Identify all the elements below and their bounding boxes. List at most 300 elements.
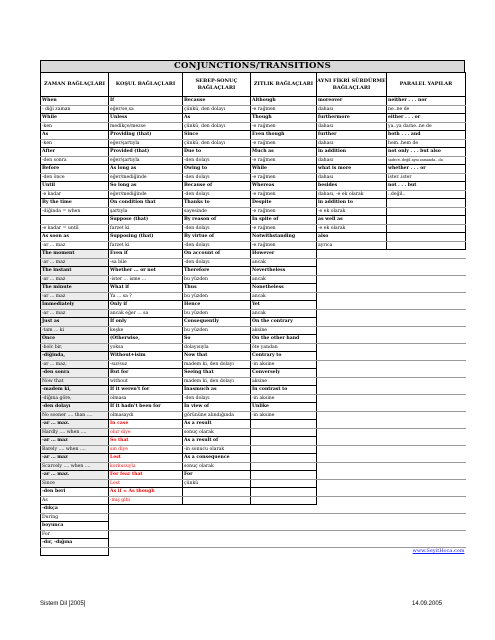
table-cell: ancak xyxy=(251,309,317,318)
table-cell xyxy=(387,437,466,446)
table-cell: -den sonra xyxy=(41,369,109,378)
table-cell: -ar ... maz xyxy=(41,275,109,284)
table-row xyxy=(41,539,466,548)
table-cell xyxy=(387,496,466,505)
table-cell xyxy=(109,547,183,556)
table-cell xyxy=(387,462,466,471)
table-row xyxy=(41,224,466,233)
table-cell: dahası, -e ek olarak xyxy=(317,190,387,199)
table-row xyxy=(41,428,466,437)
table-cell: -den dolayı xyxy=(41,403,109,412)
table-cell: -den beri xyxy=(41,488,109,497)
table-cell: -diğına göre, xyxy=(41,394,109,403)
table-row xyxy=(41,471,466,480)
table-cell: -sız/suz xyxy=(109,360,183,369)
table-cell: Therefore xyxy=(183,267,251,276)
table-cell xyxy=(183,488,251,497)
table-cell xyxy=(387,301,466,310)
table-cell xyxy=(317,522,387,531)
table-row xyxy=(41,156,466,165)
table-cell: Suppose (that) xyxy=(109,216,183,225)
table-cell: After xyxy=(41,148,109,157)
table-row xyxy=(41,199,466,208)
table-row xyxy=(41,182,466,191)
table-cell: sonuç olarak xyxy=(183,462,251,471)
table-cell xyxy=(251,454,317,463)
table-cell xyxy=(317,309,387,318)
table-row xyxy=(41,360,466,369)
table-cell: -den dolayı xyxy=(183,190,251,199)
table-cell: dahası xyxy=(317,156,387,165)
table-cell: whether . . . or xyxy=(387,165,466,174)
table-cell xyxy=(317,547,387,556)
table-cell xyxy=(317,513,387,522)
table-cell: Inasmuch as xyxy=(183,386,251,395)
table-cell: Hence xyxy=(183,301,251,310)
table-row xyxy=(41,335,466,344)
table-cell: -e rağmen xyxy=(251,173,317,182)
table-cell: While xyxy=(251,165,317,174)
table-cell xyxy=(317,530,387,539)
table-cell xyxy=(317,352,387,361)
table-row xyxy=(41,309,466,318)
table-cell: Nevertheless xyxy=(251,267,317,276)
table-row xyxy=(41,386,466,395)
conjunctions-table xyxy=(40,72,466,556)
table-cell: -ar ... maz. xyxy=(41,471,109,480)
table-cell: -ar ... maz xyxy=(41,309,109,318)
table-cell: On the other hand xyxy=(251,335,317,344)
table-cell xyxy=(317,462,387,471)
table-row xyxy=(41,352,466,361)
table-cell: -ar ... maz xyxy=(41,454,109,463)
table-cell: -sa bile xyxy=(109,258,183,267)
table-row xyxy=(41,275,466,284)
table-cell xyxy=(317,284,387,293)
table-cell xyxy=(387,403,466,412)
table-cell: -den dolayı xyxy=(183,173,251,182)
table-row xyxy=(41,131,466,140)
table-cell: -in aksine xyxy=(251,394,317,403)
table-cell: -bolc bir, xyxy=(41,343,109,352)
table-row xyxy=(41,301,466,310)
table-cell: -ar ... maz xyxy=(41,437,109,446)
table-cell: If only xyxy=(109,318,183,327)
table-cell xyxy=(387,284,466,293)
table-cell: sın diye xyxy=(109,445,183,454)
table-cell xyxy=(317,403,387,412)
table-cell: dahası xyxy=(317,122,387,131)
table-cell: If it weren't for xyxy=(109,386,183,395)
table-cell xyxy=(251,505,317,514)
table-cell: Owing to xyxy=(183,165,251,174)
table-cell: In spite of xyxy=(251,216,317,225)
table-row xyxy=(41,165,466,174)
table-cell xyxy=(109,505,183,514)
table-cell xyxy=(317,394,387,403)
table-cell: As soon as xyxy=(41,233,109,242)
table-cell xyxy=(251,437,317,446)
table-cell: öte yandan xyxy=(251,343,317,352)
table-cell xyxy=(387,267,466,276)
table-cell: -diğinda, xyxy=(41,352,109,361)
table-cell: Since xyxy=(41,479,109,488)
table-cell: -den sonra xyxy=(41,156,109,165)
table-row xyxy=(41,513,466,522)
table-cell: -ar ... maz xyxy=(41,258,109,267)
table-cell xyxy=(317,505,387,514)
table-cell xyxy=(183,530,251,539)
table-cell: -den dolayı xyxy=(183,258,251,267)
table-cell: -e rağmen xyxy=(251,156,317,165)
table-cell xyxy=(387,479,466,488)
table-cell: As a result xyxy=(183,420,251,429)
table-cell: -ken xyxy=(41,122,109,131)
table-cell: -den dolayı xyxy=(183,394,251,403)
table-cell: ancak xyxy=(251,292,317,301)
table-cell: Even if xyxy=(109,250,183,259)
table-row xyxy=(41,454,466,463)
table-cell: But for xyxy=(109,369,183,378)
table-row xyxy=(41,437,466,446)
table-cell xyxy=(317,428,387,437)
table-cell: hem..hem de xyxy=(387,139,466,148)
table-cell: So that xyxy=(109,437,183,446)
table-cell xyxy=(387,454,466,463)
header-cell: SEBEP-SONUÇ BAĞLAÇLARI xyxy=(183,73,251,97)
table-cell xyxy=(387,539,466,548)
table-cell xyxy=(251,445,317,454)
table-cell xyxy=(251,496,317,505)
table-cell: No sooner .... than .... xyxy=(41,411,109,420)
table-cell: -in aksine xyxy=(251,360,317,369)
table-cell xyxy=(317,496,387,505)
table-cell: -den dolayı xyxy=(183,224,251,233)
table-cell xyxy=(387,199,466,208)
table-cell: -in sonucu olarak xyxy=(183,445,251,454)
table-body xyxy=(41,97,466,556)
table-row xyxy=(41,122,466,131)
table-row xyxy=(41,462,466,471)
table-row xyxy=(41,505,466,514)
table-cell: While xyxy=(41,114,109,123)
table-cell xyxy=(183,522,251,531)
table-cell: As xyxy=(183,114,251,123)
table-cell: aksine xyxy=(251,326,317,335)
table-cell: sayesinde xyxy=(183,207,251,216)
table-cell: bu yüzden xyxy=(183,292,251,301)
website-link[interactable]: www.SeyitHoca.com xyxy=(387,547,466,556)
table-cell: Now that xyxy=(183,352,251,361)
table-cell xyxy=(387,522,466,531)
table-cell: keşke xyxy=(109,326,183,335)
table-cell xyxy=(317,471,387,480)
table-cell: -e rağmen xyxy=(251,105,317,114)
table-cell xyxy=(387,318,466,327)
table-cell: Barely .... when .... xyxy=(41,445,109,454)
table-cell xyxy=(183,539,251,548)
table-row xyxy=(41,148,466,157)
table-cell: -e rağmen xyxy=(251,224,317,233)
table-cell xyxy=(387,326,466,335)
table-cell xyxy=(251,471,317,480)
table-cell: Nonetheless xyxy=(251,284,317,293)
table-cell: - diği zaman xyxy=(41,105,109,114)
table-cell xyxy=(387,233,466,242)
table-cell: Hardly .... when .... xyxy=(41,428,109,437)
table-cell: Because xyxy=(183,97,251,106)
table-cell: ..değil.. xyxy=(387,190,466,199)
table-cell: -ister ... isme ... xyxy=(109,275,183,284)
table-row xyxy=(41,377,466,386)
table-cell xyxy=(387,369,466,378)
table-cell: ayrıca xyxy=(317,241,387,250)
table-cell: ister..ister xyxy=(387,173,466,182)
table-row xyxy=(41,267,466,276)
table-row xyxy=(41,216,466,225)
table-cell xyxy=(109,539,183,548)
table-cell: -e ek olarak xyxy=(317,224,387,233)
table-row xyxy=(41,292,466,301)
table-cell: So xyxy=(183,335,251,344)
table-cell: -madem ki, xyxy=(41,386,109,395)
table-cell xyxy=(317,301,387,310)
table-cell xyxy=(317,258,387,267)
table-cell: Scarcely .... when .... xyxy=(41,462,109,471)
table-cell: both . . . and xyxy=(387,131,466,140)
footer-right: 14.09.2005 xyxy=(412,601,443,607)
table-cell xyxy=(41,547,109,556)
table-cell: eğer/mediğinde xyxy=(109,190,183,199)
table-cell: -e rağmen xyxy=(251,139,317,148)
table-cell: -dır, -dığına xyxy=(41,539,109,548)
table-row xyxy=(41,420,466,429)
table-cell xyxy=(387,250,466,259)
table-cell xyxy=(317,411,387,420)
table-cell: However xyxy=(251,250,317,259)
table-cell: dahası xyxy=(317,105,387,114)
table-cell xyxy=(317,275,387,284)
table-cell: moreover xyxy=(317,97,387,106)
table-cell xyxy=(251,479,317,488)
table-row xyxy=(41,114,466,123)
table-cell: In case xyxy=(109,420,183,429)
table-row xyxy=(41,479,466,488)
table-cell xyxy=(387,386,466,395)
table-row xyxy=(41,250,466,259)
table-cell: What if xyxy=(109,284,183,293)
table-cell: -tam ... ki xyxy=(41,326,109,335)
table-cell: olur diye xyxy=(109,428,183,437)
table-cell xyxy=(317,343,387,352)
table-cell: eğer/şartıyla xyxy=(109,139,183,148)
table-cell: In contrast to xyxy=(251,386,317,395)
table-cell: On condition that xyxy=(109,199,183,208)
table-cell: Since xyxy=(183,131,251,140)
table-cell: not only . . . but also xyxy=(387,148,466,157)
table-cell: -e rağmen xyxy=(251,190,317,199)
table-cell: madem ki, den dolayı xyxy=(183,377,251,386)
table-cell xyxy=(183,513,251,522)
table-cell xyxy=(317,292,387,301)
table-cell: çünkü, den dolayı xyxy=(183,122,251,131)
table-cell xyxy=(317,539,387,548)
table-cell xyxy=(387,360,466,369)
table-cell xyxy=(109,513,183,522)
table-row xyxy=(41,547,466,556)
table-cell: -e rağmen xyxy=(251,241,317,250)
table-row xyxy=(41,326,466,335)
table-cell: If xyxy=(109,97,183,106)
table-cell: ne..ne de xyxy=(387,105,466,114)
table-cell: çünkü, den dolayı xyxy=(183,105,251,114)
table-cell xyxy=(387,207,466,216)
table-cell: -den dolayı xyxy=(183,156,251,165)
table-cell: çünkü xyxy=(183,479,251,488)
table-cell: -den önce xyxy=(41,173,109,182)
table-cell: ya..ya da/ne..ne de xyxy=(387,122,466,131)
table-cell: For xyxy=(183,471,251,480)
table-cell: Thanks to xyxy=(183,199,251,208)
table-row xyxy=(41,369,466,378)
table-cell: without xyxy=(109,377,183,386)
table-cell xyxy=(387,224,466,233)
table-cell: neither . . . nor xyxy=(387,97,466,106)
table-cell xyxy=(317,437,387,446)
table-cell: eğer/se,sa xyxy=(109,105,183,114)
table-cell: As a result of xyxy=(183,437,251,446)
table-cell: Once xyxy=(41,335,109,344)
table-cell: Lest xyxy=(109,454,183,463)
table-row xyxy=(41,445,466,454)
table-cell xyxy=(251,522,317,531)
table-cell: çünkü, den dolayı xyxy=(183,139,251,148)
table-cell xyxy=(317,386,387,395)
table-cell xyxy=(387,471,466,480)
table-cell xyxy=(183,547,251,556)
table-cell xyxy=(251,488,317,497)
table-cell xyxy=(387,530,466,539)
table-cell xyxy=(387,488,466,497)
table-cell: ancak xyxy=(251,275,317,284)
table-cell xyxy=(387,445,466,454)
table-row xyxy=(41,105,466,114)
table-cell: dahası xyxy=(317,139,387,148)
table-cell xyxy=(251,420,317,429)
table-cell: -dıkça xyxy=(41,505,109,514)
table-cell: Lest xyxy=(109,479,183,488)
table-cell: bu yüzden xyxy=(183,275,251,284)
table-cell: what is more xyxy=(317,165,387,174)
table-cell: Though xyxy=(251,114,317,123)
table-cell xyxy=(317,318,387,327)
table-cell: As a consequence xyxy=(183,454,251,463)
table-cell: -e rağmen xyxy=(251,207,317,216)
table-cell: Conversely xyxy=(251,369,317,378)
table-cell: -ar ... maz, xyxy=(41,360,109,369)
table-cell: farzet ki xyxy=(109,241,183,250)
table-cell: Even though xyxy=(251,131,317,140)
table-cell: Providing (that) xyxy=(109,131,183,140)
table-cell xyxy=(317,326,387,335)
table-cell xyxy=(251,428,317,437)
table-cell: In view of xyxy=(183,403,251,412)
table-cell: By the time xyxy=(41,199,109,208)
table-cell: By reason of xyxy=(183,216,251,225)
table-cell: If it hadn't been for xyxy=(109,403,183,412)
table-cell: in addition to xyxy=(317,199,387,208)
table-cell xyxy=(317,250,387,259)
table-cell: Much as xyxy=(251,148,317,157)
table-cell: Contrary to xyxy=(251,352,317,361)
table-cell xyxy=(387,216,466,225)
table-cell xyxy=(317,479,387,488)
table-row xyxy=(41,233,466,242)
table-cell: bu yüzden xyxy=(183,309,251,318)
table-cell xyxy=(387,377,466,386)
table-cell: The moment xyxy=(41,250,109,259)
table-cell xyxy=(387,411,466,420)
table-cell xyxy=(387,352,466,361)
table-cell: olmasa xyxy=(109,394,183,403)
table-cell xyxy=(317,420,387,429)
table-cell: Only if xyxy=(109,301,183,310)
table-cell xyxy=(317,445,387,454)
table-cell: dolayısıyla xyxy=(183,343,251,352)
table-row xyxy=(41,411,466,420)
table-cell: -diğinda = when xyxy=(41,207,109,216)
table-cell: As if = As though xyxy=(109,488,183,497)
table-cell: Notwithstanding xyxy=(251,233,317,242)
table-cell xyxy=(387,394,466,403)
table-cell: eğer/mediğinde xyxy=(109,173,183,182)
table-row xyxy=(41,207,466,216)
table-cell: So long as xyxy=(109,182,183,191)
header-cell: ZITLIK BAĞLAÇLARI xyxy=(251,73,317,97)
table-cell xyxy=(109,530,183,539)
table-cell: (Otherwise, xyxy=(109,335,183,344)
table-cell xyxy=(251,530,317,539)
table-row xyxy=(41,522,466,531)
header-cell: KOŞUL BAĞLAÇLARI xyxy=(109,73,183,97)
table-cell xyxy=(387,309,466,318)
table-cell: Seeing that xyxy=(183,369,251,378)
table-cell: As long as xyxy=(109,165,183,174)
table-cell xyxy=(317,267,387,276)
table-cell xyxy=(183,496,251,505)
table-cell: -den dolayı xyxy=(183,241,251,250)
table-cell: dahası xyxy=(317,173,387,182)
table-cell: not . . . but xyxy=(387,182,466,191)
table-cell xyxy=(387,241,466,250)
table-row xyxy=(41,403,466,412)
table-cell xyxy=(317,488,387,497)
table-cell: eğer/şartıyla xyxy=(109,156,183,165)
table-cell: bu yüzden xyxy=(183,326,251,335)
table-cell: korkusuyla xyxy=(109,462,183,471)
table-cell: further xyxy=(317,131,387,140)
table-cell: Now that xyxy=(41,377,109,386)
table-cell xyxy=(317,377,387,386)
table-cell xyxy=(387,513,466,522)
table-cell: Whether ... or not xyxy=(109,267,183,276)
table-cell: Until xyxy=(41,182,109,191)
table-cell: Despite xyxy=(251,199,317,208)
table-cell: ancak eğer ... sa xyxy=(109,309,183,318)
table-cell: Whereas xyxy=(251,182,317,191)
table-cell: As xyxy=(41,131,109,140)
table-cell: also xyxy=(317,233,387,242)
